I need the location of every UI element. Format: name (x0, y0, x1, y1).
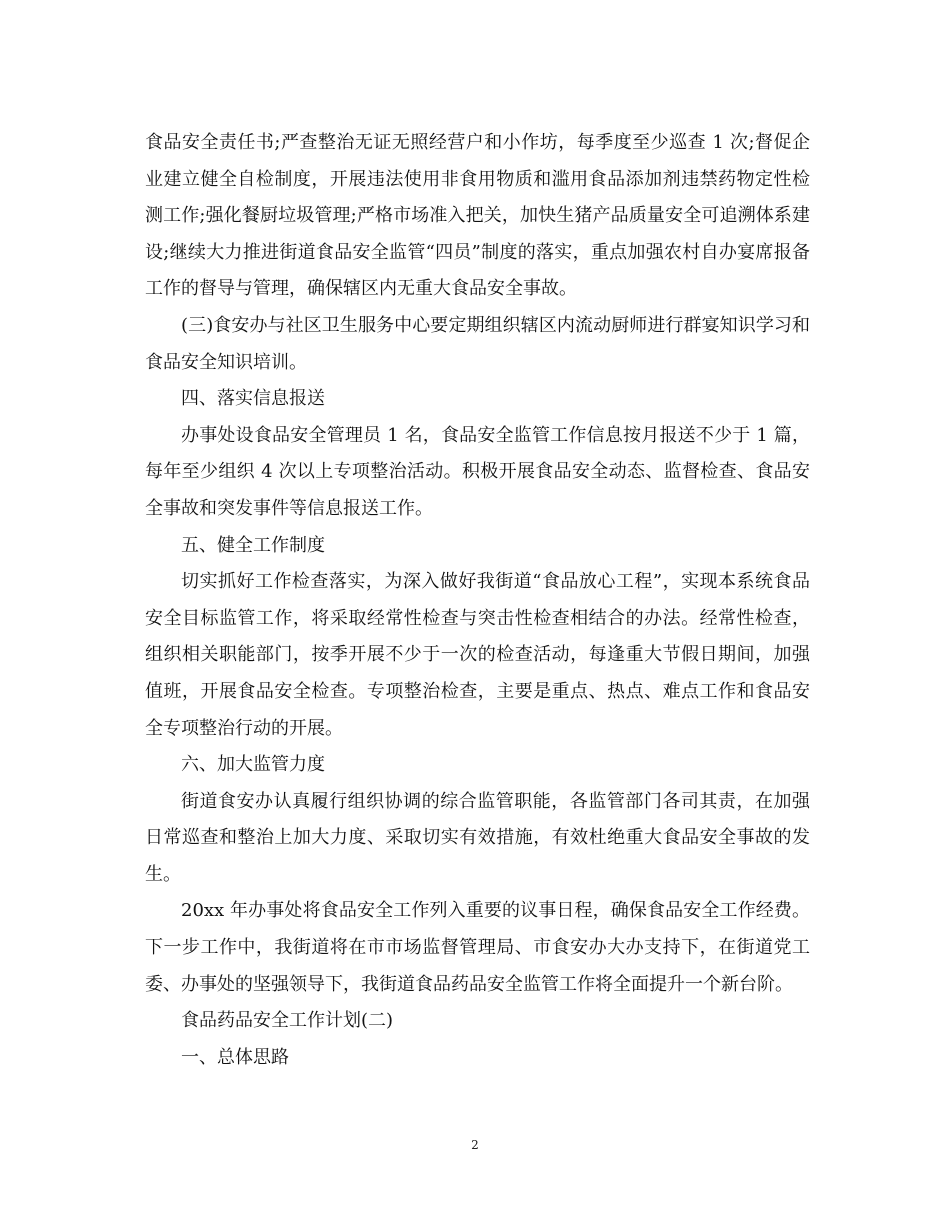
paragraph-annual-plan: 20xx 年办事处将食品安全工作列入重要的议事日程，确保食品安全工作经费。下一步工作中，我街道将在市市场监督管理局、市食安办大办支持下，在街道党工委、办事处的坚强领导下，我街道食品药品安全监管工作将全面提升一个新台阶。 (145, 900, 810, 995)
paragraph-training: (三)食安办与社区卫生服务中心要定期组织辖区内流动厨师进行群宴知识学习和食品安全知识培训。 (145, 314, 810, 373)
page-number: 2 (471, 1138, 479, 1152)
section-heading-overall: 一、总体思路 (181, 1046, 289, 1068)
section-heading-work-system: 五、健全工作制度 (181, 534, 325, 556)
section-heading-info-reporting: 四、落实信息报送 (181, 388, 325, 410)
paragraph-supervision: 街道食安办认真履行组织协调的综合监管职能，各监管部门各司其责，在加强日常巡查和整治上加大力度、采取切实有效措施，有效杜绝重大食品安全事故的发生。 (145, 790, 810, 885)
paragraph-info-reporting: 办事处设食品安全管理员 1 名，食品安全监管工作信息按月报送不少于 1 篇，每年至少组织 4 次以上专项整治活动。积极开展食品安全动态、监督检查、食品安全事故和突发事件等信息报送工作。 (145, 424, 810, 519)
plan-title-two: 食品药品安全工作计划(二) (181, 1010, 394, 1032)
paragraph-work-system: 切实抓好工作检查落实，为深入做好我街道“食品放心工程”，实现本系统食品安全目标监管工作，将采取经常性检查与突击性检查相结合的办法。经常性检查，组织相关职能部门，按季开展不少于一次的检查活动，每逢重大节假日期间，加强值班，开展食品安全检查。专项整治检查，主要是重点、热点、难点工作和食品安全专项整治行动的开展。 (145, 571, 810, 739)
section-heading-supervision: 六、加大监管力度 (181, 754, 325, 776)
document-body (145, 125, 810, 1076)
paragraph-responsibility: 食品安全责任书;严查整治无证无照经营户和小作坊，每季度至少巡查 1 次;督促企业建立健全自检制度，开展违法使用非食用物质和滥用食品添加剂违禁药物定性检测工作;强化餐厨垃圾管理;严格市场准入把关，加快生猪产品质量安全可追溯体系建设;继续大力推进街道食品安全监管“四员”制度的落实，重点加强农村自办宴席报备工作的督导与管理，确保辖区内无重大食品安全事故。 (145, 132, 810, 300)
